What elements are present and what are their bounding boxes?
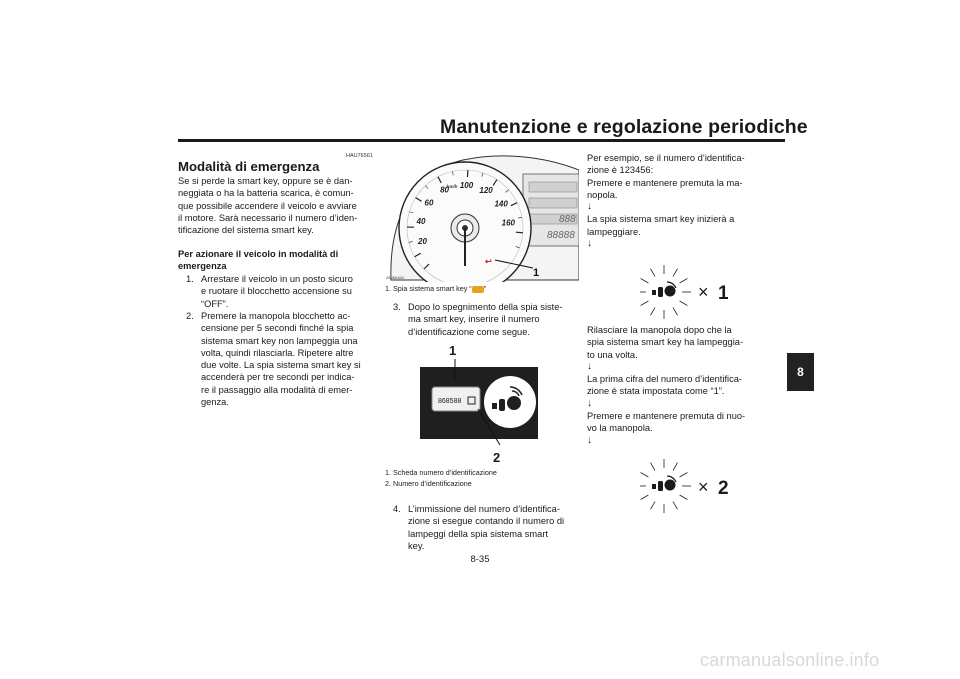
arrow-down-icon: ↓ <box>587 434 592 446</box>
blink-ray <box>651 269 656 277</box>
blink-ray <box>641 473 649 478</box>
dial-speed-label: 60 <box>424 198 434 208</box>
dial-speed-label: 40 <box>416 216 426 226</box>
step-line: volta, quindi rilasciarla. Ripetere altre <box>201 347 354 358</box>
step-number: 4. <box>393 504 401 514</box>
smart-key-icon <box>652 282 676 297</box>
step-number: 3. <box>393 302 401 312</box>
lcd-digits-top: 888 <box>559 214 576 225</box>
figure2-callout-2: 2 <box>493 450 501 465</box>
card-id-number: 868588 <box>438 398 462 405</box>
lcd-digits-bottom: 88888 <box>547 230 575 241</box>
times-symbol: × <box>698 477 709 497</box>
example-line: Premere e mantenere premuta di nuo- <box>587 411 746 422</box>
dial-speed-label: 100 <box>459 181 474 191</box>
step-line: zione si esegue contando il numero di <box>408 516 565 527</box>
caption-text: Spia sistema smart key “ <box>393 284 472 293</box>
figure1-callout-1: 1 <box>533 267 540 279</box>
intro-line: neggiata o ha la batteria scarica, è comun- <box>178 188 354 199</box>
step-line: “OFF”. <box>201 298 229 309</box>
caption-number: 2. <box>385 479 391 488</box>
step-line: due volte. La spia sistema smart key si <box>201 360 361 371</box>
blink-twice-diagram <box>640 456 750 516</box>
blink-ray <box>673 502 678 510</box>
blink-ray <box>641 279 649 284</box>
step-line: key. <box>408 540 425 551</box>
dial-speed-label: 160 <box>501 218 516 228</box>
smart-key-icon <box>472 284 487 293</box>
arrow-down-icon: ↓ <box>587 238 592 250</box>
arrow-down-icon: ↓ <box>587 397 592 409</box>
blink-ray <box>641 301 649 306</box>
dial-speed-label: 20 <box>418 237 427 247</box>
figure2-captions <box>385 467 497 489</box>
blink-count: 2 <box>718 478 729 499</box>
example-line: Per esempio, se il numero d’identifica- <box>587 153 745 163</box>
smart-key-indicator-icon: ↩ <box>485 257 492 266</box>
step-line: Arrestare il veicolo in un posto sicuro <box>201 274 353 284</box>
example-line: Rilasciare la manopola dopo che la <box>587 325 732 335</box>
blink-once-diagram <box>640 262 750 322</box>
blink-ray <box>673 463 678 471</box>
blink-ray <box>651 463 656 471</box>
intro-line: que possibile accendere il veicolo e avviare <box>178 200 357 211</box>
intro-line: il motore. Sarà necessario il numero d’iden- <box>178 212 358 223</box>
dial-speed-label: 80 <box>440 185 449 195</box>
step-line: ma smart key, inserire il numero <box>408 314 540 325</box>
step-line: e ruotare il blocchetto accensione su <box>201 286 352 297</box>
intro-paragraph <box>178 175 372 236</box>
step-line: genza. <box>201 397 229 408</box>
arrow-down-icon: ↓ <box>587 201 592 213</box>
dial-speed-label: 140 <box>494 199 508 209</box>
subheading <box>178 248 372 273</box>
figure1-caption <box>385 283 486 294</box>
page-number: 8-35 <box>470 554 490 565</box>
example-line: nopola. <box>587 189 618 200</box>
caption-text-end: ” <box>483 284 487 293</box>
blink-ray <box>641 495 649 500</box>
example-line: zione è 123456: <box>587 165 654 176</box>
intro-line: tificazione del sistema smart key. <box>178 225 314 236</box>
step-line: re il passaggio alla modalità di emer- <box>201 384 353 395</box>
example-block-1 <box>587 152 784 250</box>
figure1-code: ZAUM1634 <box>386 276 404 280</box>
blink-ray <box>651 502 656 510</box>
figure2-callout-1: 1 <box>449 343 457 358</box>
section-code: HAU76561 <box>346 153 373 159</box>
dial-unit-label: km/h <box>447 184 458 189</box>
arrow-down-icon: ↓ <box>587 360 592 372</box>
step-line: lampeggi della spia sistema smart <box>408 528 549 539</box>
example-block-2 <box>587 324 784 447</box>
step-number: 2. <box>186 311 194 321</box>
dial-tick <box>516 232 523 233</box>
blink-ray <box>673 269 678 277</box>
step-line: Premere la manopola blocchetto ac- <box>201 311 351 321</box>
example-line: vo la manopola. <box>587 423 653 434</box>
caption-text: Numero d’identificazione <box>393 479 472 488</box>
blink-ray <box>680 473 688 478</box>
example-line: La spia sistema smart key inizierà a <box>587 214 735 225</box>
subheading-line: emergenza <box>178 261 227 272</box>
example-line: Premere e mantenere premuta la ma- <box>587 177 743 188</box>
caption-number: 1. <box>385 284 391 293</box>
page-header-title: Manutenzione e regolazione periodiche <box>440 116 808 138</box>
blink-ray <box>673 308 678 316</box>
example-line: zione è stata impostata come “1”. <box>587 386 725 397</box>
blink-ray <box>680 301 688 306</box>
subheading-line: Per azionare il veicolo in modalità di <box>178 249 339 259</box>
dial-speed-label: 120 <box>479 186 493 196</box>
caption-text: Scheda numero d’identificazione <box>393 468 497 477</box>
step-line: d’identificazione come segue. <box>408 326 530 337</box>
instrument-cluster-illustration <box>383 152 579 282</box>
blink-ray <box>680 495 688 500</box>
step-line: accenderà per tre secondi per indica- <box>201 372 355 383</box>
step-line: censione per 5 secondi finché la spia <box>201 323 354 334</box>
example-line: lampeggiare. <box>587 226 641 237</box>
section-heading: Modalità di emergenza <box>178 159 320 174</box>
times-symbol: × <box>698 282 709 302</box>
example-line: to una volta. <box>587 349 638 360</box>
step-number: 1. <box>186 274 194 284</box>
blink-ray <box>651 308 656 316</box>
example-line: La prima cifra del numero d’identifica- <box>587 374 743 385</box>
chapter-tab: 8 <box>787 353 814 391</box>
intro-line: Se si perde la smart key, oppure se è dan- <box>178 176 353 186</box>
blink-ray <box>680 279 688 284</box>
example-line: spia sistema smart key ha lampeggia- <box>587 337 744 348</box>
blink-count: 1 <box>718 283 729 304</box>
caption-number: 1. <box>385 468 391 477</box>
step-line: sistema smart key non lampeggia una <box>201 335 358 346</box>
step-line: L’immissione del numero d’identifica- <box>408 504 560 514</box>
header-rule <box>178 139 785 142</box>
id-card-illustration <box>418 357 548 457</box>
watermark: carmanualsonline.info <box>700 650 880 670</box>
step-line: Dopo lo spegnimento della spia siste- <box>408 302 563 312</box>
smart-key-icon <box>652 476 676 491</box>
